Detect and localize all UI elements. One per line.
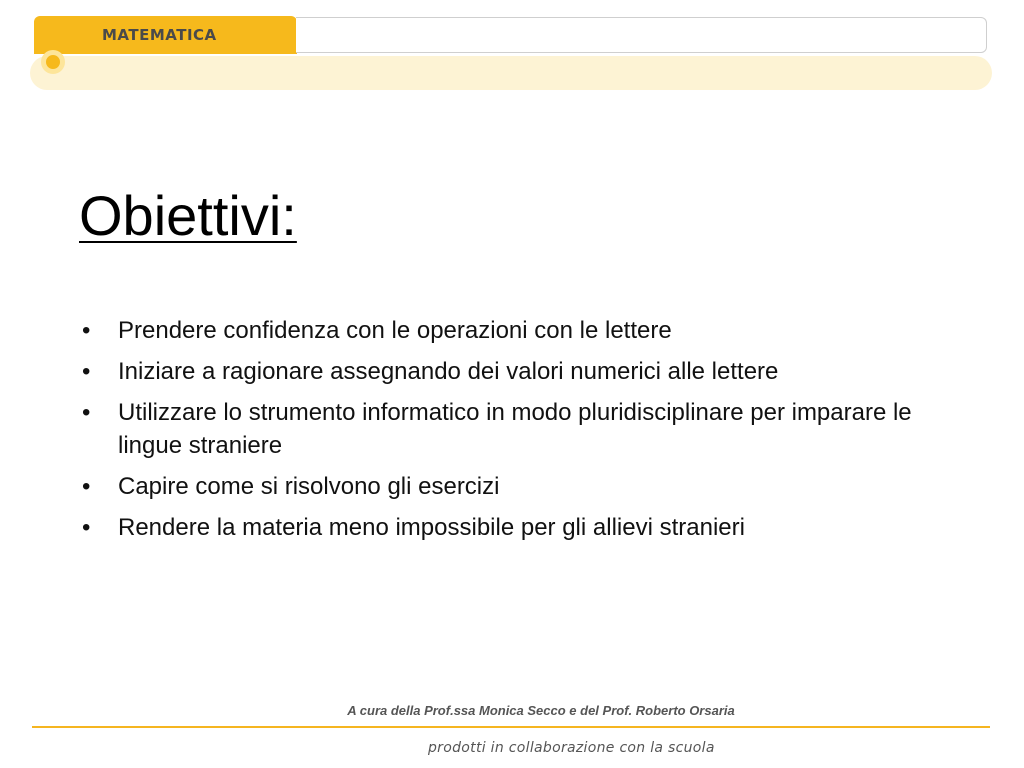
bullet-icon: • [82,399,91,426]
list-item [78,355,938,388]
circle-icon [41,50,65,74]
subject-label: MATEMATICA [102,26,217,44]
list-item-text: Rendere la materia meno impossibile per gli allievi stranieri [118,514,745,541]
footer-divider [32,726,990,728]
list-item-text: Iniziare a ragionare assegnando dei valori numerici alle lettere [118,358,779,385]
list-item-text: Utilizzare lo strumento informatico in modo pluridisciplinare per imparare le lingue straniere [118,399,912,459]
author-credit: A cura della Prof.ssa Monica Secco e del Prof. Roberto Orsaria [347,703,735,718]
bullet-icon: • [82,317,91,344]
footer-tagline: prodotti in collaborazione con la scuola [428,740,715,756]
list-item [78,314,938,347]
list-item [78,396,938,462]
bullet-icon: • [82,358,91,385]
bullet-icon: • [82,514,91,541]
objectives-list [78,314,938,552]
list-item [78,470,938,503]
list-item-text: Prendere confidenza con le operazioni con le lettere [118,317,672,344]
slide-title: Obiettivi: [79,184,297,247]
bullet-icon: • [82,473,91,500]
list-item [78,511,938,544]
decorative-strip [30,56,992,90]
header-bar [296,17,987,53]
list-item-text: Capire come si risolvono gli esercizi [118,473,500,500]
